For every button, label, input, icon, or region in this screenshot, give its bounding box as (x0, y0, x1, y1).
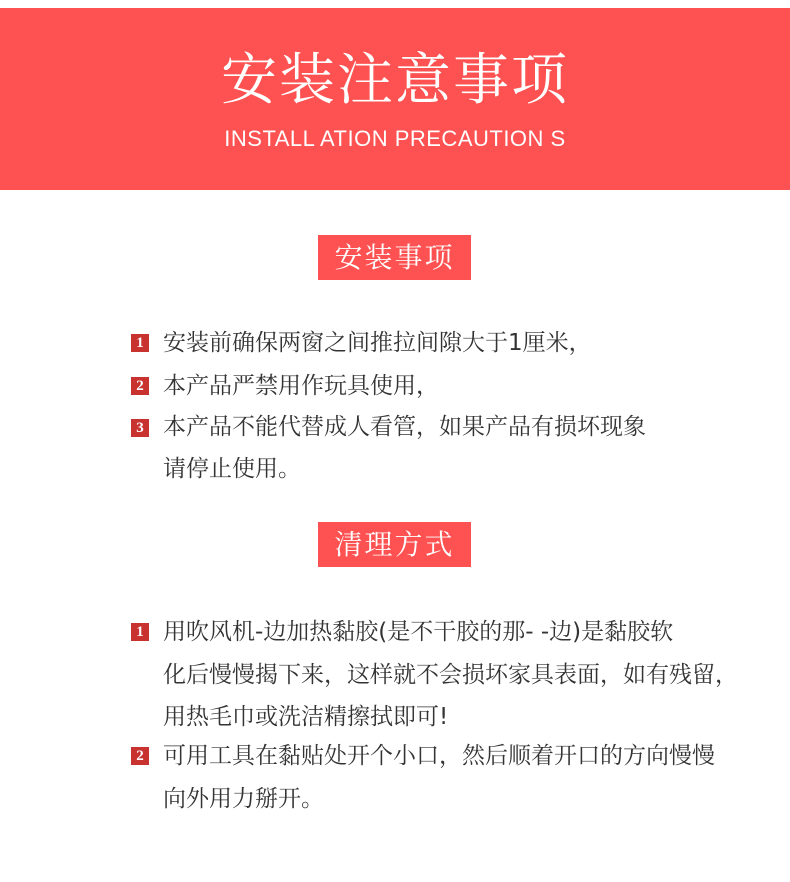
item-number-badge: 2 (131, 747, 149, 765)
clean-item-1-line-3: 用热毛巾或洗洁精擦拭即可! (163, 704, 449, 730)
section-title-clean: 清理方式 (318, 522, 471, 567)
install-item-3-line-2: 请停止使用。 (163, 456, 301, 482)
page-subtitle: INSTALL ATION PRECAUTION S (224, 126, 566, 151)
page-title: 安装注意事项 (221, 48, 569, 113)
item-number-badge: 1 (131, 623, 149, 641)
item-number-badge: 3 (131, 419, 149, 437)
clean-item-1-line-1: 用吹风机-边加热黏胶(是不干胶的那- -边)是黏胶软 (163, 619, 674, 645)
clean-item-2-line-2: 向外用力掰开。 (163, 786, 324, 812)
install-item-2-line-1: 本产品严禁用作玩具使用， (163, 373, 439, 399)
item-number-badge: 1 (131, 334, 149, 352)
section-title-install: 安装事项 (318, 235, 471, 280)
clean-item-2-line-1: 可用工具在黏贴处开个小口，然后顺着开口的方向慢慢 (163, 743, 715, 769)
install-item-3-line-1: 本产品不能代替成人看管，如果产品有损坏现象 (163, 414, 646, 440)
item-number-badge: 2 (131, 377, 149, 395)
install-item-1-line-1: 安装前确保两窗之间推拉间隙大于1厘米， (163, 330, 592, 356)
clean-item-1-line-2: 化后慢慢揭下来，这样就不会损坏家具表面，如有残留， (163, 662, 738, 688)
